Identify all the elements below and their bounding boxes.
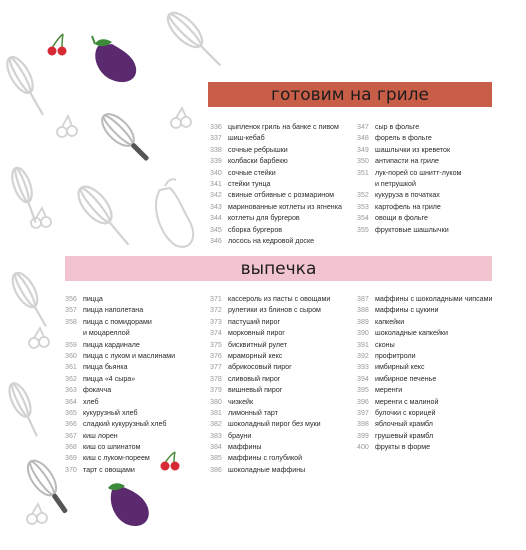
recipe-title: форель в фольге: [375, 134, 432, 143]
page-number: 387: [357, 295, 369, 303]
recipe-entry: [65, 408, 205, 419]
page-number: 385: [210, 454, 222, 463]
recipe-title: сливовый пирог: [228, 374, 281, 383]
page-number: 374: [210, 329, 222, 338]
page-number: 343: [210, 202, 222, 211]
recipe-entry: [65, 294, 205, 305]
page-number: 352: [357, 191, 369, 200]
recipe-title: морковный пирог: [228, 329, 285, 338]
page-number: 396: [357, 397, 369, 406]
page-number: 395: [357, 386, 369, 395]
page-number: 381: [210, 408, 222, 417]
recipe-entry: [210, 374, 350, 385]
page-number: 350: [357, 157, 369, 166]
baking-column-2: [210, 294, 350, 476]
eggplant-outline-icon: [156, 179, 193, 247]
recipe-title: брауни: [228, 431, 252, 440]
eggplant-icon: [92, 36, 136, 82]
recipe-entry: [210, 236, 350, 247]
recipe-entry: [357, 305, 507, 316]
page-number: 361: [65, 363, 77, 372]
recipe-title: и моцареллой: [83, 329, 130, 338]
recipe-title: киш лорен: [83, 431, 118, 440]
page-number: 338: [210, 145, 222, 154]
page-number: 379: [210, 386, 222, 395]
recipe-entry: [210, 168, 350, 179]
recipe-entry: [357, 156, 497, 167]
whisk-icon: [8, 269, 54, 331]
recipe-title: шиш-кебаб: [228, 134, 265, 143]
page-number: 391: [357, 340, 369, 349]
recipe-entry: [210, 397, 350, 408]
page-number: 367: [65, 431, 77, 440]
page-number: 388: [357, 306, 369, 315]
recipe-title: картофель на гриле: [375, 202, 441, 211]
recipe-entry: [210, 362, 350, 373]
recipe-title: и петрушкой: [375, 179, 416, 188]
page-number: 340: [210, 168, 222, 177]
cherry-outline-icon: [31, 208, 51, 228]
recipe-entry: [65, 431, 205, 442]
cherry-icon: [48, 34, 67, 56]
recipe-entry: [65, 453, 205, 464]
page-number: 336: [210, 123, 222, 131]
page-number: 346: [210, 236, 222, 245]
whisk-icon: [162, 7, 227, 72]
recipe-entry: [357, 190, 497, 201]
page-number: 355: [357, 225, 369, 234]
section-title-grill-text: готовим на гриле: [271, 84, 429, 105]
recipe-entry: [357, 431, 507, 442]
recipe-title: мраморный кекс: [228, 351, 283, 360]
recipe-entry: [210, 453, 350, 464]
recipe-title: свиные отбивные с розмарином: [228, 191, 335, 200]
page-number: 356: [65, 295, 77, 303]
recipe-title: пицца наполетана: [83, 306, 144, 315]
recipe-entry: [357, 374, 507, 385]
recipe-title: маффины с цукини: [375, 306, 439, 315]
recipe-title: пицца: [83, 295, 103, 303]
recipe-title: котлеты для бургеров: [228, 214, 300, 223]
recipe-title: сочные стейки: [228, 168, 276, 177]
recipe-title: фокачча: [83, 386, 112, 395]
recipe-title: овощи в фольге: [375, 214, 428, 223]
page-number: 337: [210, 134, 222, 143]
recipe-entry: [210, 431, 350, 442]
recipe-title: шоколадные капкейки: [375, 329, 448, 338]
recipe-entry: [357, 179, 497, 190]
recipe-title: профитроли: [375, 351, 416, 360]
recipe-entry: [65, 305, 205, 316]
page-number: 397: [357, 408, 369, 417]
whisk-icon: [97, 109, 155, 167]
grill-column-1: [210, 122, 350, 247]
recipe-title: лук-порей со шнитт-луком: [375, 168, 462, 177]
recipe-entry: [65, 385, 205, 396]
page-number: 398: [357, 420, 369, 429]
recipe-entry: [357, 442, 507, 453]
recipe-entry: [357, 294, 507, 305]
recipe-entry: [357, 133, 497, 144]
recipe-title: пицца с помидорами: [83, 317, 152, 326]
page-number: 386: [210, 465, 222, 474]
recipe-title: меренги с малиной: [375, 397, 439, 406]
page-number: 358: [65, 317, 77, 326]
recipe-title: шоколадный пирог без муки: [228, 420, 321, 429]
page-number: 348: [357, 134, 369, 143]
recipe-title: шашлычки из креветок: [375, 145, 451, 154]
recipe-entry: [210, 328, 350, 339]
page-number: 366: [65, 420, 77, 429]
recipe-entry: [210, 340, 350, 351]
page-number: 373: [210, 317, 222, 326]
recipe-title: пицца бьянка: [83, 363, 128, 372]
recipe-entry: [65, 397, 205, 408]
baking-column-3: [357, 294, 507, 453]
recipe-title: чизкейк: [228, 397, 254, 406]
page-number: 357: [65, 306, 77, 315]
page-number: 354: [357, 214, 369, 223]
recipe-entry: [357, 317, 507, 328]
cherry-outline-icon: [29, 328, 49, 348]
recipe-entry: [210, 190, 350, 201]
recipe-entry: [357, 397, 507, 408]
recipe-entry: [210, 202, 350, 213]
recipe-title: цыпленок гриль на банке с пивом: [228, 123, 339, 131]
page-number: 377: [210, 363, 222, 372]
cherry-outline-icon: [57, 116, 77, 137]
recipe-title: капкейки: [375, 317, 405, 326]
page-number: 347: [357, 123, 369, 131]
recipe-entry: [210, 419, 350, 430]
recipe-entry: [357, 408, 507, 419]
recipe-title: имбирное печенье: [375, 374, 437, 383]
recipe-title: маффины с голубикой: [228, 454, 303, 463]
recipe-entry: [210, 156, 350, 167]
recipe-entry: [357, 419, 507, 430]
section-title-baking-text: выпечка: [240, 258, 317, 279]
recipe-entry: [357, 385, 507, 396]
page-number: 383: [210, 431, 222, 440]
cherry-outline-icon: [27, 504, 47, 524]
whisk-icon: [5, 380, 44, 439]
recipe-entry: [210, 385, 350, 396]
page-number: 359: [65, 340, 77, 349]
recipe-entry: [357, 213, 497, 224]
recipe-title: пицца с луком и маслинами: [83, 351, 176, 360]
baking-column-1: [65, 294, 205, 476]
recipe-title: бисквитный рулет: [228, 340, 287, 349]
recipe-entry: [65, 317, 205, 328]
recipe-title: сочные ребрышки: [228, 145, 288, 154]
recipe-title: лосось на кедровой доске: [228, 236, 315, 245]
page-number: 380: [210, 397, 222, 406]
whisk-icon: [72, 181, 136, 252]
recipe-entry: [210, 408, 350, 419]
recipe-entry: [65, 374, 205, 385]
grill-column-2: [357, 122, 497, 236]
recipe-entry: [65, 362, 205, 373]
recipe-entry: [65, 465, 205, 476]
page-number: 372: [210, 306, 222, 315]
recipe-title: имбирный кекс: [375, 363, 425, 372]
recipe-entry: [357, 145, 497, 156]
recipe-title: пастуший пирог: [228, 317, 281, 326]
recipe-title: вишневый пирог: [228, 386, 283, 395]
page-number: 393: [357, 363, 369, 372]
page-number: 345: [210, 225, 222, 234]
recipe-title: булочки с корицей: [375, 408, 436, 417]
recipe-title: хлеб: [83, 397, 99, 406]
page-number: 360: [65, 351, 77, 360]
recipe-entry: [357, 328, 507, 339]
recipe-entry: [65, 351, 205, 362]
recipe-title: меренги: [375, 386, 403, 395]
page-number: 342: [210, 191, 222, 200]
recipe-entry: [357, 340, 507, 351]
recipe-title: киш с луком-пореем: [83, 454, 150, 463]
whisk-icon: [2, 53, 51, 119]
recipe-entry: [65, 442, 205, 453]
page-number: 344: [210, 214, 222, 223]
page-number: 392: [357, 351, 369, 360]
recipe-entry: [210, 122, 350, 133]
recipe-title: кукурузный хлеб: [83, 408, 138, 417]
page-number: 399: [357, 431, 369, 440]
page-number: 371: [210, 295, 222, 303]
page-number: 363: [65, 386, 77, 395]
recipe-title: сконы: [375, 340, 395, 349]
recipe-title: сыр в фольге: [375, 123, 420, 131]
recipe-title: маринованные котлеты из ягненка: [228, 202, 342, 211]
recipe-title: фрукты в форме: [375, 443, 431, 452]
recipe-title: сладкий кукурузный хлеб: [83, 420, 167, 429]
page-number: 369: [65, 454, 77, 463]
page-number: 364: [65, 397, 77, 406]
page-number: 389: [357, 317, 369, 326]
page-number: 353: [357, 202, 369, 211]
cherry-outline-icon: [171, 108, 191, 128]
page-number: 368: [65, 443, 77, 452]
recipe-entry: [210, 351, 350, 362]
recipe-title: стейки тунца: [228, 179, 271, 188]
recipe-entry: [210, 133, 350, 144]
recipe-entry: [357, 351, 507, 362]
recipe-entry: [357, 168, 497, 179]
recipe-entry: [357, 202, 497, 213]
page-number: 384: [210, 443, 222, 452]
page-number: 390: [357, 329, 369, 338]
page-number: 400: [357, 443, 369, 452]
page-number: 341: [210, 179, 222, 188]
recipe-entry: [210, 317, 350, 328]
recipe-title: колбаски барбекю: [228, 157, 288, 166]
section-title-grill: [208, 82, 492, 107]
recipe-entry: [357, 362, 507, 373]
recipe-entry: [210, 145, 350, 156]
recipe-title: пицца кардинале: [83, 340, 140, 349]
recipe-title: сборка бургеров: [228, 225, 283, 234]
recipe-title: кукуруза в початках: [375, 191, 440, 200]
recipe-title: пицца «4 сыра»: [83, 374, 136, 383]
recipe-title: лимонный тарт: [228, 408, 278, 417]
recipe-title: тарт с овощами: [83, 465, 135, 474]
recipe-title: киш со шпинатом: [83, 443, 141, 452]
recipe-title: рулетики из блинов с сыром: [228, 306, 321, 315]
recipe-title: шоколадные маффины: [228, 465, 306, 474]
page-number: 362: [65, 374, 77, 383]
recipe-entry: [357, 122, 497, 133]
recipe-entry: [210, 213, 350, 224]
recipe-title: кассероль из пасты с овощами: [228, 295, 331, 303]
page-number: 376: [210, 351, 222, 360]
page-number: 339: [210, 157, 222, 166]
recipe-entry: [357, 225, 497, 236]
page-number: 378: [210, 374, 222, 383]
eggplant-icon: [108, 483, 149, 526]
recipe-entry: [210, 179, 350, 190]
recipe-entry: [210, 294, 350, 305]
page-number: 365: [65, 408, 77, 417]
section-title-baking: [65, 256, 492, 281]
recipe-entry: [65, 328, 205, 339]
recipe-title: яблочный крамбл: [375, 420, 433, 429]
recipe-title: антипасти на гриле: [375, 157, 440, 166]
page-number: 394: [357, 374, 369, 383]
recipe-title: абрикосовый пирог: [228, 363, 292, 372]
page-number: 349: [357, 145, 369, 154]
page-number: 382: [210, 420, 222, 429]
recipe-entry: [210, 442, 350, 453]
recipe-title: маффины: [228, 443, 262, 452]
page-number: 375: [210, 340, 222, 349]
recipe-entry: [210, 225, 350, 236]
page-number: 370: [65, 465, 77, 474]
recipe-entry: [65, 340, 205, 351]
recipe-entry: [210, 305, 350, 316]
recipe-entry: [210, 465, 350, 476]
recipe-title: маффины с шоколадными чипсами: [375, 295, 493, 303]
recipe-title: фруктовые шашлычки: [375, 225, 449, 234]
recipe-entry: [65, 419, 205, 430]
recipe-title: грушевый крамбл: [375, 431, 434, 440]
page-number: 351: [357, 168, 369, 177]
